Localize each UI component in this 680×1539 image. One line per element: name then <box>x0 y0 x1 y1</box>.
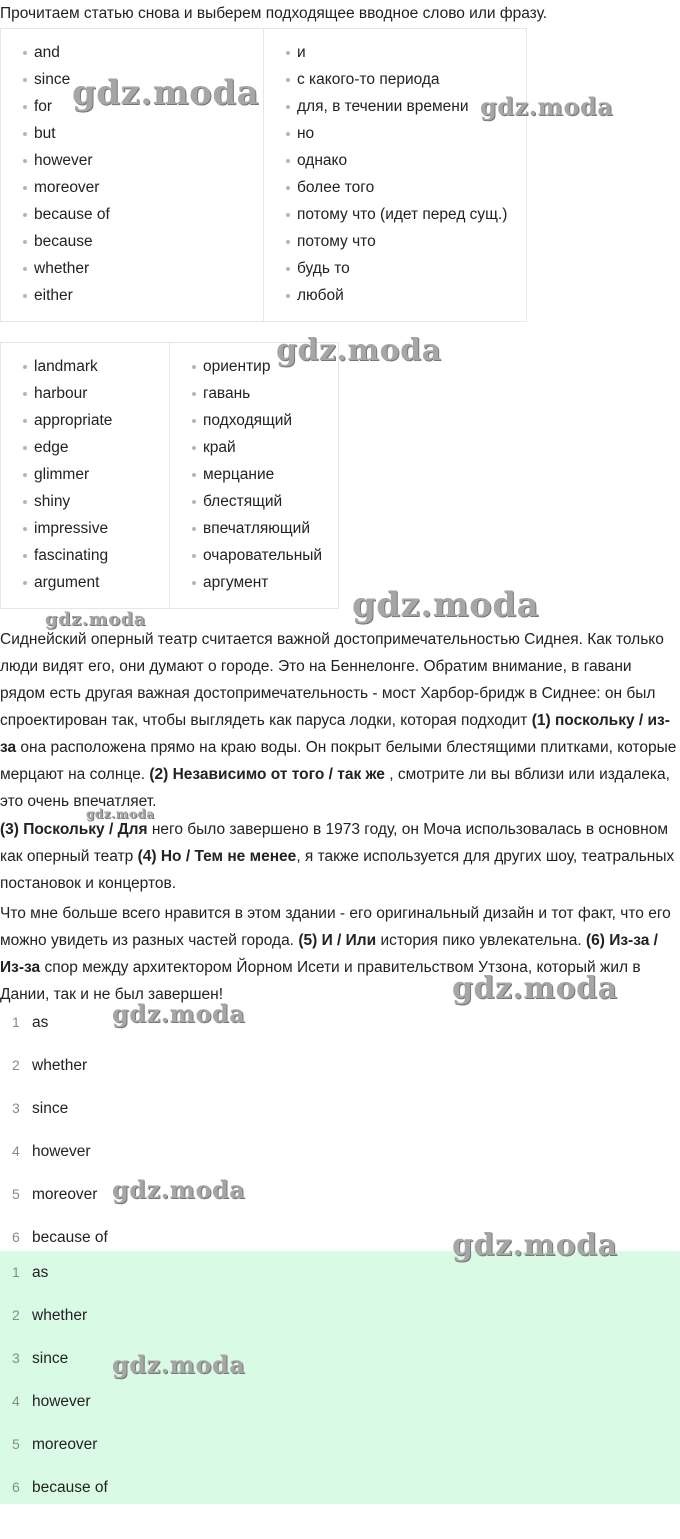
english-word-list <box>1 39 263 309</box>
watermark-logo: gdz.moda <box>45 609 146 630</box>
gap-2-options: (2) Независимо от того / так же <box>149 766 385 783</box>
answer-text: whether <box>32 1307 88 1324</box>
russian-translation: очаровательный <box>170 542 338 569</box>
answer-text: moreover <box>32 1436 98 1453</box>
answer-number: 5 <box>12 1186 20 1202</box>
article-paragraph-3: Что мне больше всего нравится в этом здании - его оригинальный дизайн и тот факт, что его можно увидеть из разных частей города. (5) И / Или история пико увлекательна. (6) Из-за / Из-за спор между архитектором Йорном Исети и правительством Утзона, который жил в Дании, так и не был завершен! <box>0 905 671 1003</box>
russian-translation: гавань <box>170 380 338 407</box>
answer-number: 2 <box>12 1307 20 1323</box>
english-word: for <box>1 93 263 120</box>
english-word: since <box>1 66 263 93</box>
russian-translation: мерцание <box>170 461 338 488</box>
answer-row <box>0 1001 680 1044</box>
intro-text: Прочитаем статью снова и выберем подходящее вводное слово или фразу. <box>0 5 548 22</box>
answer-number: 4 <box>12 1143 20 1159</box>
english-word: however <box>1 147 263 174</box>
answer-number: 5 <box>12 1436 20 1452</box>
answer-text: because of <box>32 1229 108 1246</box>
answer-list <box>0 1001 680 1263</box>
watermark-logo: gdz.moda <box>352 585 540 625</box>
answer-row <box>0 1173 680 1216</box>
watermark-logo: gdz.moda <box>72 73 260 113</box>
russian-translation: подходящий <box>170 407 338 434</box>
answer-text: however <box>32 1143 91 1160</box>
answer-list-highlighted <box>0 1251 680 1504</box>
english-word: edge <box>1 434 169 461</box>
answer-number: 1 <box>12 1264 20 1280</box>
english-word: because <box>1 228 263 255</box>
answer-number: 2 <box>12 1057 20 1073</box>
russian-translation-list <box>170 353 338 596</box>
gap-6-options: (6) Из-за / Из-за <box>0 932 658 976</box>
russian-translation: аргумент <box>170 569 338 596</box>
russian-translation: потому что (идет перед сущ.) <box>264 201 526 228</box>
answer-number: 6 <box>12 1479 20 1495</box>
russian-column <box>170 343 339 609</box>
answer-row <box>0 1087 680 1130</box>
watermark-logo: gdz.moda <box>86 807 155 821</box>
article-paragraph-2: (3) Поскольку / Для него было завершено в 1973 году, он Моча использовалась в основном как оперный театр (4) Но / Тем не менее, я также используется для других шоу, театральных постановок и концертов. <box>0 821 675 892</box>
answer-text: moreover <box>32 1186 98 1203</box>
english-column <box>1 29 264 322</box>
vocabulary-table-2 <box>0 342 339 609</box>
answer-row <box>0 1251 680 1294</box>
gap-3-options: (3) Поскольку / Для <box>0 821 148 838</box>
answer-row <box>0 1423 680 1466</box>
watermark-logo: gdz.moda <box>112 1175 246 1204</box>
english-word: glimmer <box>1 461 169 488</box>
article-paragraph-1: Сиднейский оперный театр считается важной достопримечательностью Сиднея. Как только люди видят его, они думают о городе. Это на Беннелонге. Обратим внимание, в гавани рядом есть другая важная достопримечательность - мост Харбор-бридж в Сиднее: он был спроектирован так, чтобы выглядеть как паруса лодки, которая подходит (1) поскольку / из-за она расположена прямо на краю воды. Он покрыт белыми блестящими плитками, которые мерцают на солнце. (2) Независимо от того / так же , смотрите ли вы вблизи или издалека, это очень впечатляет. <box>0 631 677 810</box>
watermark-logo: gdz.moda <box>276 333 442 368</box>
russian-translation: край <box>170 434 338 461</box>
russian-translation: ориентир <box>170 353 338 380</box>
answer-text: since <box>32 1350 69 1367</box>
russian-translation: для, в течении времени <box>264 93 526 120</box>
answer-number: 3 <box>12 1100 20 1116</box>
english-word: fascinating <box>1 542 169 569</box>
gap-4-options: (4) Но / Тем не менее <box>137 848 297 865</box>
english-word: and <box>1 39 263 66</box>
english-word: landmark <box>1 353 169 380</box>
watermark-logo: gdz.moda <box>452 1228 618 1263</box>
russian-translation: но <box>264 120 526 147</box>
answer-text: because of <box>32 1479 108 1496</box>
watermark-logo: gdz.moda <box>480 92 614 121</box>
answer-row <box>0 1294 680 1337</box>
english-word: shiny <box>1 488 169 515</box>
english-word: impressive <box>1 515 169 542</box>
answer-text: however <box>32 1393 91 1410</box>
russian-translation-list <box>264 39 526 309</box>
gap-1-options: (1) поскольку / из-за <box>0 712 670 756</box>
answer-row <box>0 1044 680 1087</box>
english-word: but <box>1 120 263 147</box>
russian-translation: потому что <box>264 228 526 255</box>
russian-column <box>264 29 527 322</box>
english-word-list <box>1 353 169 596</box>
answer-row <box>0 1380 680 1423</box>
answer-text: since <box>32 1100 69 1117</box>
answer-text: as <box>32 1014 49 1031</box>
gap-5-options: (5) И / Или <box>298 932 377 949</box>
answer-text: whether <box>32 1057 88 1074</box>
russian-translation: и <box>264 39 526 66</box>
answer-number: 3 <box>12 1350 20 1366</box>
answer-row <box>0 1130 680 1173</box>
english-word: whether <box>1 255 263 282</box>
russian-translation: однако <box>264 147 526 174</box>
answer-number: 6 <box>12 1229 20 1245</box>
english-word: harbour <box>1 380 169 407</box>
watermark-logo: gdz.moda <box>112 999 246 1028</box>
russian-translation: более того <box>264 174 526 201</box>
answer-number: 4 <box>12 1393 20 1409</box>
english-word: moreover <box>1 174 263 201</box>
answer-row <box>0 1466 680 1509</box>
russian-translation: блестящий <box>170 488 338 515</box>
answer-text: as <box>32 1264 49 1281</box>
english-word: argument <box>1 569 169 596</box>
english-word: because of <box>1 201 263 228</box>
vocabulary-table-1 <box>0 28 527 322</box>
russian-translation: любой <box>264 282 526 309</box>
watermark-logo: gdz.moda <box>452 971 618 1006</box>
watermark-logo: gdz.moda <box>112 1350 246 1379</box>
english-word: appropriate <box>1 407 169 434</box>
english-word: either <box>1 282 263 309</box>
russian-translation: будь то <box>264 255 526 282</box>
answer-row <box>0 1337 680 1380</box>
russian-translation: впечатляющий <box>170 515 338 542</box>
answer-number: 1 <box>12 1014 20 1030</box>
russian-translation: с какого-то периода <box>264 66 526 93</box>
english-column <box>1 343 170 609</box>
